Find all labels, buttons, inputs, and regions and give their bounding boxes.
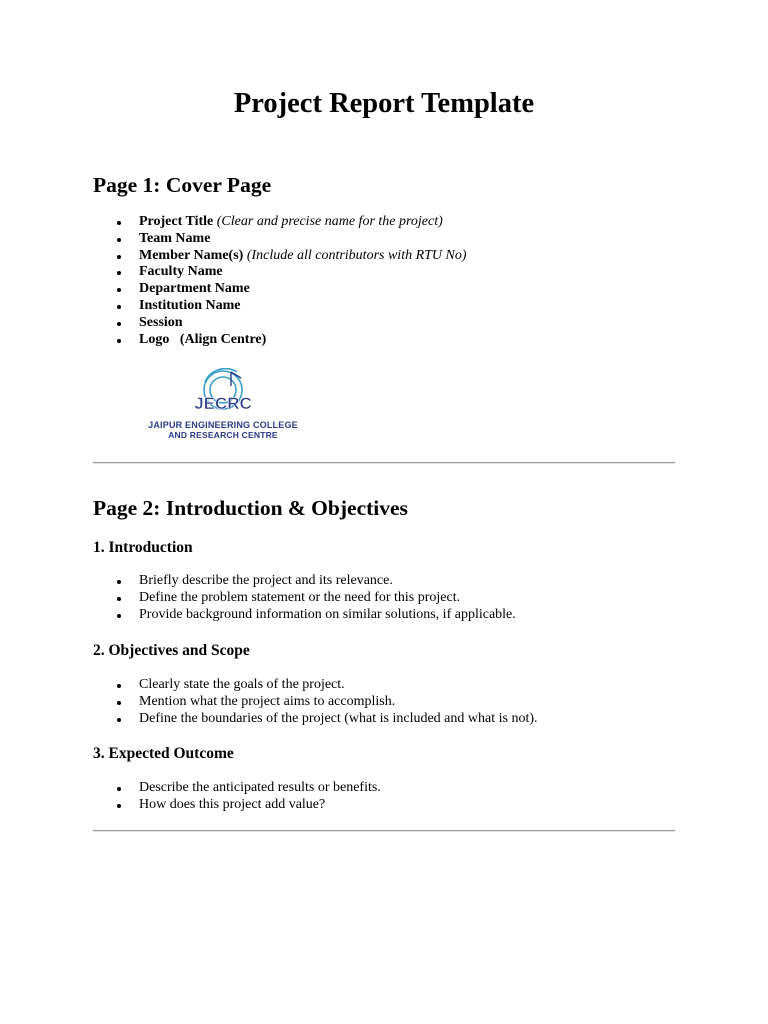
item-note: (Clear and precise name for the project) — [216, 214, 443, 229]
document-title: Project Report Template — [233, 88, 535, 119]
cover-page-heading: Page 1: Cover Page — [93, 173, 272, 197]
jecrc-emblem-icon — [145, 368, 301, 420]
logo-text-line2: AND RESEARCH CENTRE — [168, 430, 278, 440]
item-label: Member Name(s) — [139, 247, 244, 263]
logo-mark: JECRC — [194, 394, 252, 413]
item-label: Project Title — [139, 214, 214, 229]
list-item: Define the problem statement or the need for this project. — [93, 590, 675, 607]
list-item — [93, 264, 675, 281]
item-label: Team Name — [139, 230, 211, 246]
item-label: Logo (Align Centre) — [139, 331, 267, 347]
list-item — [93, 332, 675, 349]
expected-outcome-list — [93, 780, 675, 814]
list-item — [93, 231, 675, 248]
item-note: (Include all contributors with RTU No) — [246, 247, 467, 263]
section-divider — [93, 462, 675, 464]
list-item: Provide background information on similar solutions, if applicable. — [93, 607, 675, 624]
list-item: Mention what the project aims to accomplish. — [93, 694, 675, 711]
list-item: How does this project add value? — [93, 797, 675, 814]
introduction-list — [93, 573, 675, 623]
section-heading-expected-outcome: 3. Expected Outcome — [93, 745, 234, 762]
section-heading-objectives: 2. Objectives and Scope — [93, 642, 250, 659]
objectives-list — [93, 677, 675, 727]
list-item: Describe the anticipated results or benefits. — [93, 780, 675, 797]
item-label: Department Name — [139, 281, 250, 297]
item-label: Session — [139, 314, 183, 330]
jecrc-logo — [145, 368, 301, 442]
list-item: Briefly describe the project and its relevance. — [93, 573, 675, 590]
logo-text-line1: JAIPUR ENGINEERING COLLEGE — [148, 420, 298, 430]
section-heading-introduction: 1. Introduction — [93, 539, 193, 556]
list-item: Define the boundaries of the project (what is included and what is not). — [93, 711, 675, 728]
cover-page-list — [93, 214, 675, 348]
list-item — [93, 214, 675, 231]
intro-page-heading: Page 2: Introduction & Objectives — [93, 496, 408, 520]
list-item — [93, 248, 675, 265]
list-item — [93, 281, 675, 298]
item-label: Institution Name — [139, 297, 241, 313]
section-divider — [93, 830, 675, 832]
list-item — [93, 298, 675, 315]
list-item — [93, 315, 675, 332]
item-label: Faculty Name — [139, 264, 223, 280]
list-item: Clearly state the goals of the project. — [93, 677, 675, 694]
